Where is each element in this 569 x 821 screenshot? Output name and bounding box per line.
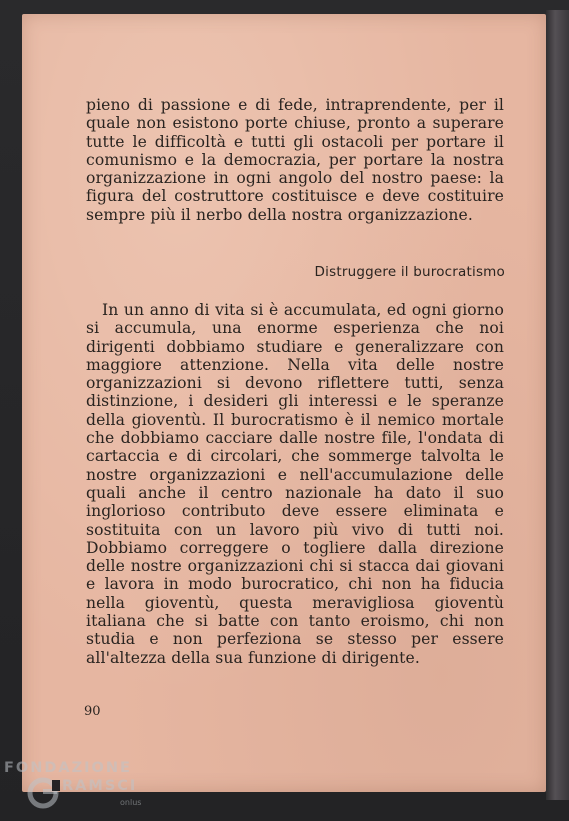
page-number: 90 — [84, 704, 101, 719]
watermark-suffix: onlus — [120, 798, 142, 807]
watermark-line1: FONDAZIONE — [4, 760, 132, 776]
gramsci-g-logo-icon — [26, 776, 60, 810]
book-edge — [546, 10, 569, 800]
paragraph-continued: pieno di passione e di fede, intraprendente, per il quale non esistono porte chiuse, pronto a superare tutte le difficoltà e tutti gli ostacoli per portare il comunismo e la democrazia, per portare la nostra organizzazione in ogni angolo del nostro paese: la figura del costruttore costituisce e deve costituire sempre più il nerbo della nostra organizzazione. — [86, 96, 504, 224]
paragraph-main: In un anno di vita si è accumulata, ed ogni giorno si accumula, una enorme esperienza che noi dirigenti dobbiamo studiare e generalizzare con maggiore attenzione. Nella vita delle nostre organizzazioni si devono riflettere tutti, senza distinzione, i desideri gli interessi e le speranze della gioventù. Il burocratismo è il nemico mortale che dobbiamo cacciare dalle nostre file, l'ondata di cartaccia e di circolari, che sommerge talvolta le nostre organizzazioni e nell'accumulazione delle quali anche il centro nazionale ha dato il suo inglorioso contributo deve essere eliminata e sostituita con un lavoro più vivo di tutti noi. Dobbiamo correggere o togliere dalla direzione delle nostre organizzazioni chi si stacca dai giovani e lavora in modo burocratico, chi non ha fiducia nella gioventù, questa meravigliosa gioventù italiana che si batte con tanto eroismo, chi non studia e non perfeziona se stesso per essere all'altezza della sua funzione di dirigente. — [86, 301, 504, 667]
watermark-line2: RAMSCI — [62, 778, 138, 794]
section-heading: Distruggere il burocratismo — [314, 264, 505, 280]
fondazione-gramsci-watermark — [4, 760, 164, 818]
